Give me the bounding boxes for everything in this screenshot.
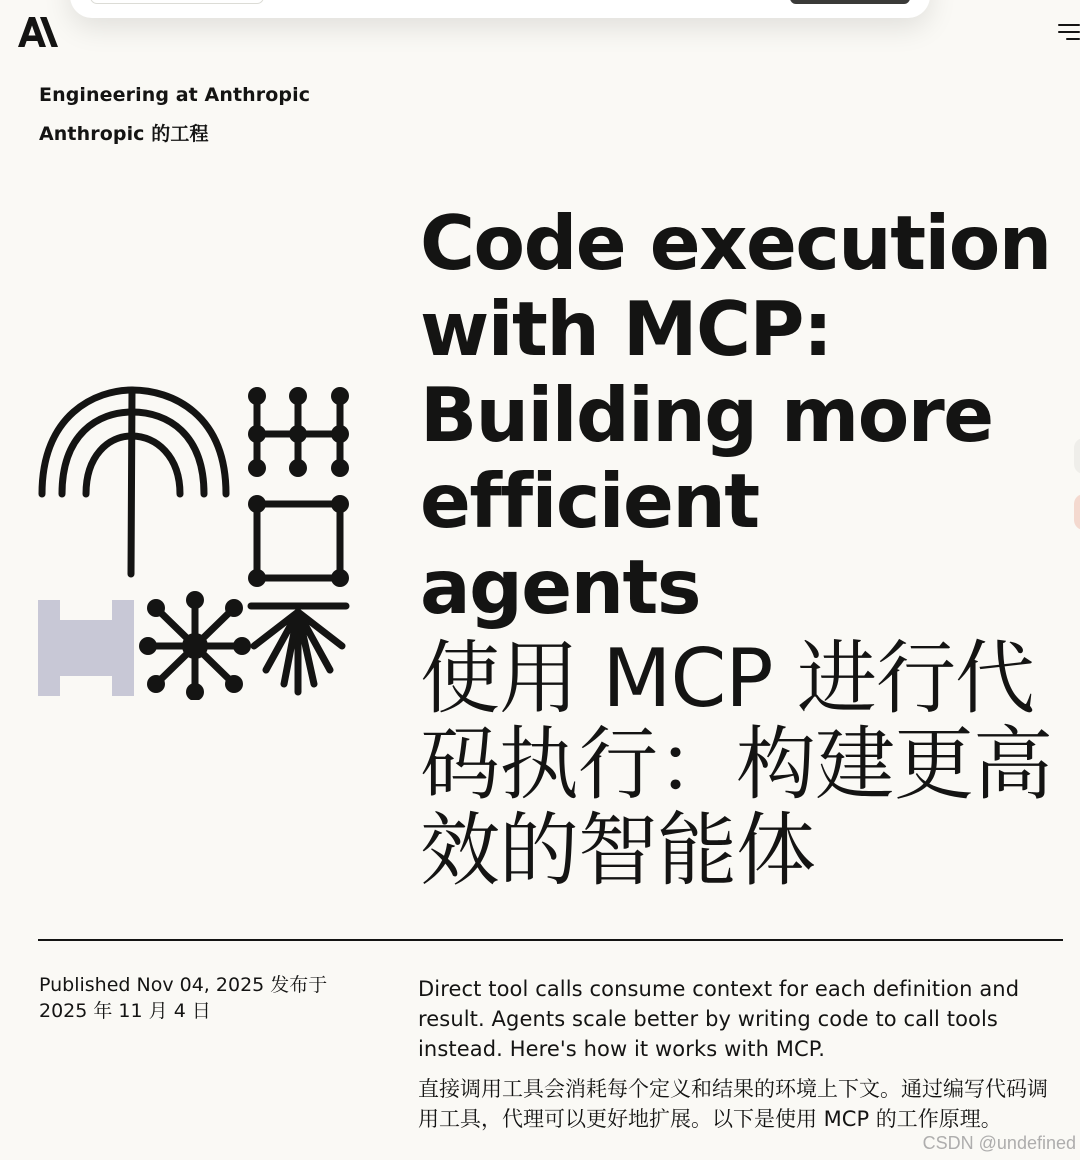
side-scroll-indicator[interactable] (1068, 438, 1080, 558)
article-header (420, 199, 1080, 897)
watermark-text: CSDN @undefined (922, 1133, 1076, 1153)
article-title: Code execution with MCP: Building more efficient agents (420, 199, 1051, 631)
publish-date (39, 972, 369, 1024)
publish-date-en: Published Nov 04, 2025 发布于 (39, 974, 328, 996)
anthropic-logo-icon[interactable] (18, 17, 60, 47)
publish-date-zh: 2025 年 11 月 4 日 (39, 1000, 211, 1022)
floating-banner (70, 0, 930, 18)
summary-en: Direct tool calls consume context for each definition and result. Agents scale better by writing code to call tools instead. Here's how it works with MCP. (418, 977, 1020, 1061)
article-title-translation: 使用 MCP 进行代码执行：构建更高效的智能体 (420, 632, 1052, 897)
section-divider (38, 939, 1063, 941)
menu-button[interactable] (1058, 22, 1080, 42)
breadcrumb-engineering-link[interactable]: Engineering at Anthropic (39, 84, 311, 106)
article-summary (418, 974, 1068, 1134)
breadcrumb-engineering-translation: Anthropic 的工程 (39, 123, 209, 145)
banner-primary-button[interactable] (790, 0, 910, 4)
article-illustration (36, 384, 351, 700)
banner-secondary-button[interactable] (90, 0, 264, 4)
summary-zh: 直接调用工具会消耗每个定义和结果的环境上下文。通过编写代码调用工具，代理可以更好地扩展。以下是使用 MCP 的工作原理。 (418, 1077, 1048, 1131)
